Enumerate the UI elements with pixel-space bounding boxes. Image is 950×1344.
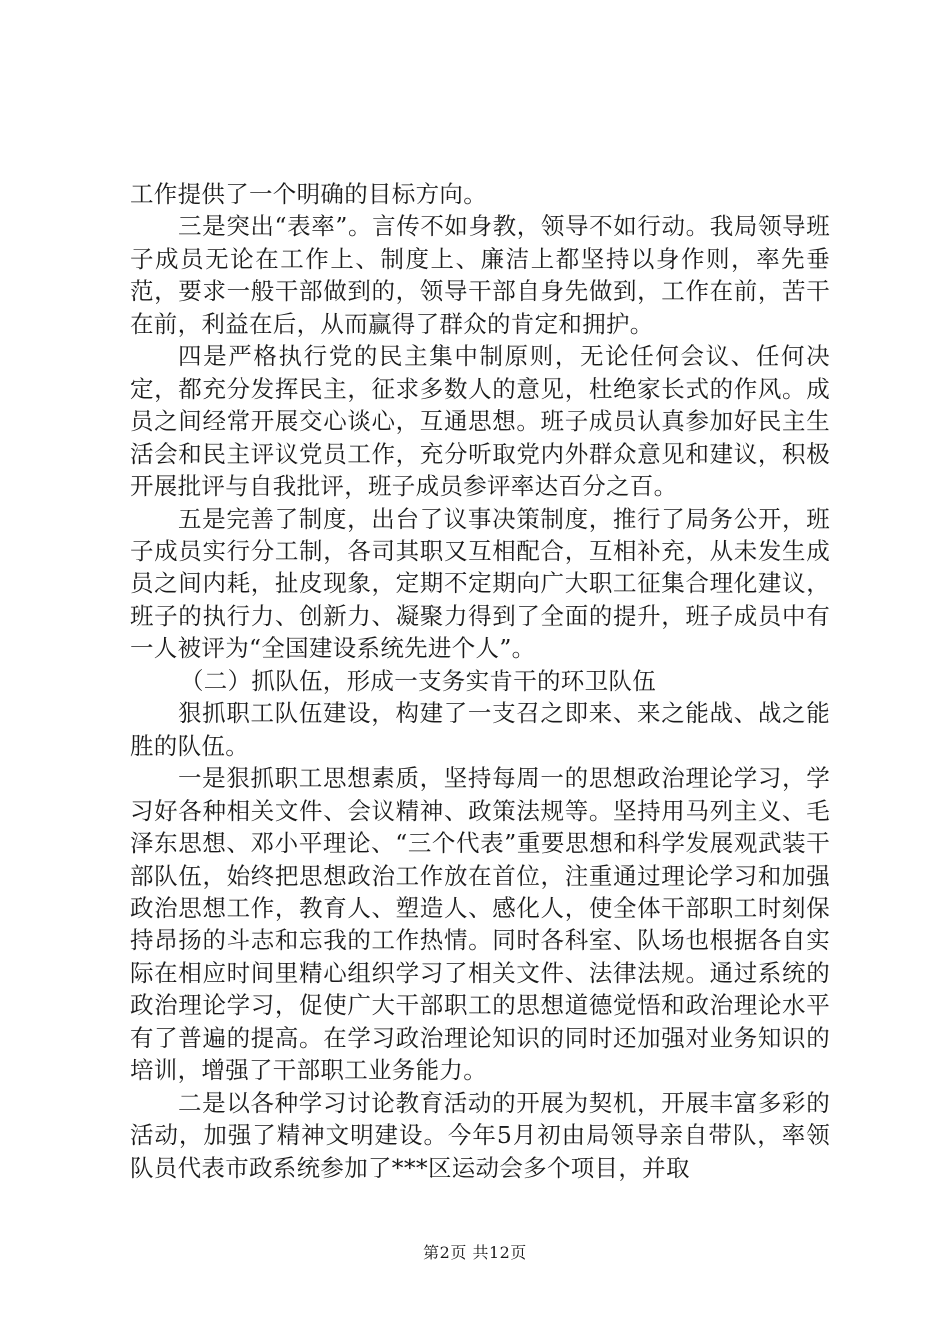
paragraph-point-five: 五是完善了制度，出台了议事决策制度，推行了局务公开，班子成员实行分工制，各司其职又互相配合，互相补充，从未发生成员之间内耗，扯皮现象，定期不定期向广大职工征集合理化建议，班子的执行力、创新力、凝聚力得到了全面的提升，班子成员中有一人被评为“全国建设系统先进个人”。	[130, 504, 830, 663]
paragraph-point-three: 三是突出“表率”。言传不如身教，领导不如行动。我局领导班子成员无论在工作上、制度上、廉洁上都坚持以身作则，率先垂范，要求一般干部做到的，领导干部自身先做到，工作在前，苦干在前，利益在后，从而赢得了群众的肯定和拥护。	[130, 212, 830, 338]
paragraph-continuation: 工作提供了一个明确的目标方向。	[130, 180, 487, 208]
paragraph-point-four: 四是严格执行党的民主集中制原则，无论任何会议、任何决定，都充分发挥民主，征求多数人的意见，杜绝家长式的作风。成员之间经常开展交心谈心，互通思想。班子成员认真参加好民主生活会和民主评议党员工作，充分听取党内外群众意见和建议，积极开展批评与自我批评，班子成员参评率达百分之百。	[130, 342, 830, 501]
section-heading: （二）抓队伍，形成一支务实肯干的环卫队伍	[180, 666, 656, 695]
paragraph-point-two: 二是以各种学习讨论教育活动的开展为契机，开展丰富多彩的活动，加强了精神文明建设。今年5月初由局领导亲自带队，率领队员代表市政系统参加了***区运动会多个项目，并取	[130, 1088, 830, 1182]
paragraph-team-intro: 狠抓职工队伍建设，构建了一支召之即来、来之能战、战之能胜的队伍。	[130, 699, 830, 760]
paragraph-point-one: 一是狠抓职工思想素质，坚持每周一的思想政治理论学习，学习好各种相关文件、会议精神、政策法规等。坚持用马列主义、毛泽东思想、邓小平理论、“三个代表”重要思想和科学发展观武装干部队伍，始终把思想政治工作放在首位，注重通过理论学习和加强政治思想工作，教育人、塑造人、感化人，使全体干部职工时刻保持昂扬的斗志和忘我的工作热情。同时各科室、队场也根据各自实际在相应时间里精心组织学习了相关文件、法律法规。通过系统的政治理论学习，促使广大干部职工的思想道德觉悟和政治理论水平有了普遍的提高。在学习政治理论知识的同时还加强对业务知识的培训，增强了干部职工业务能力。	[130, 764, 830, 1085]
document-body	[130, 178, 830, 1184]
page-number-footer: 第2页 共12页	[423, 1243, 527, 1262]
